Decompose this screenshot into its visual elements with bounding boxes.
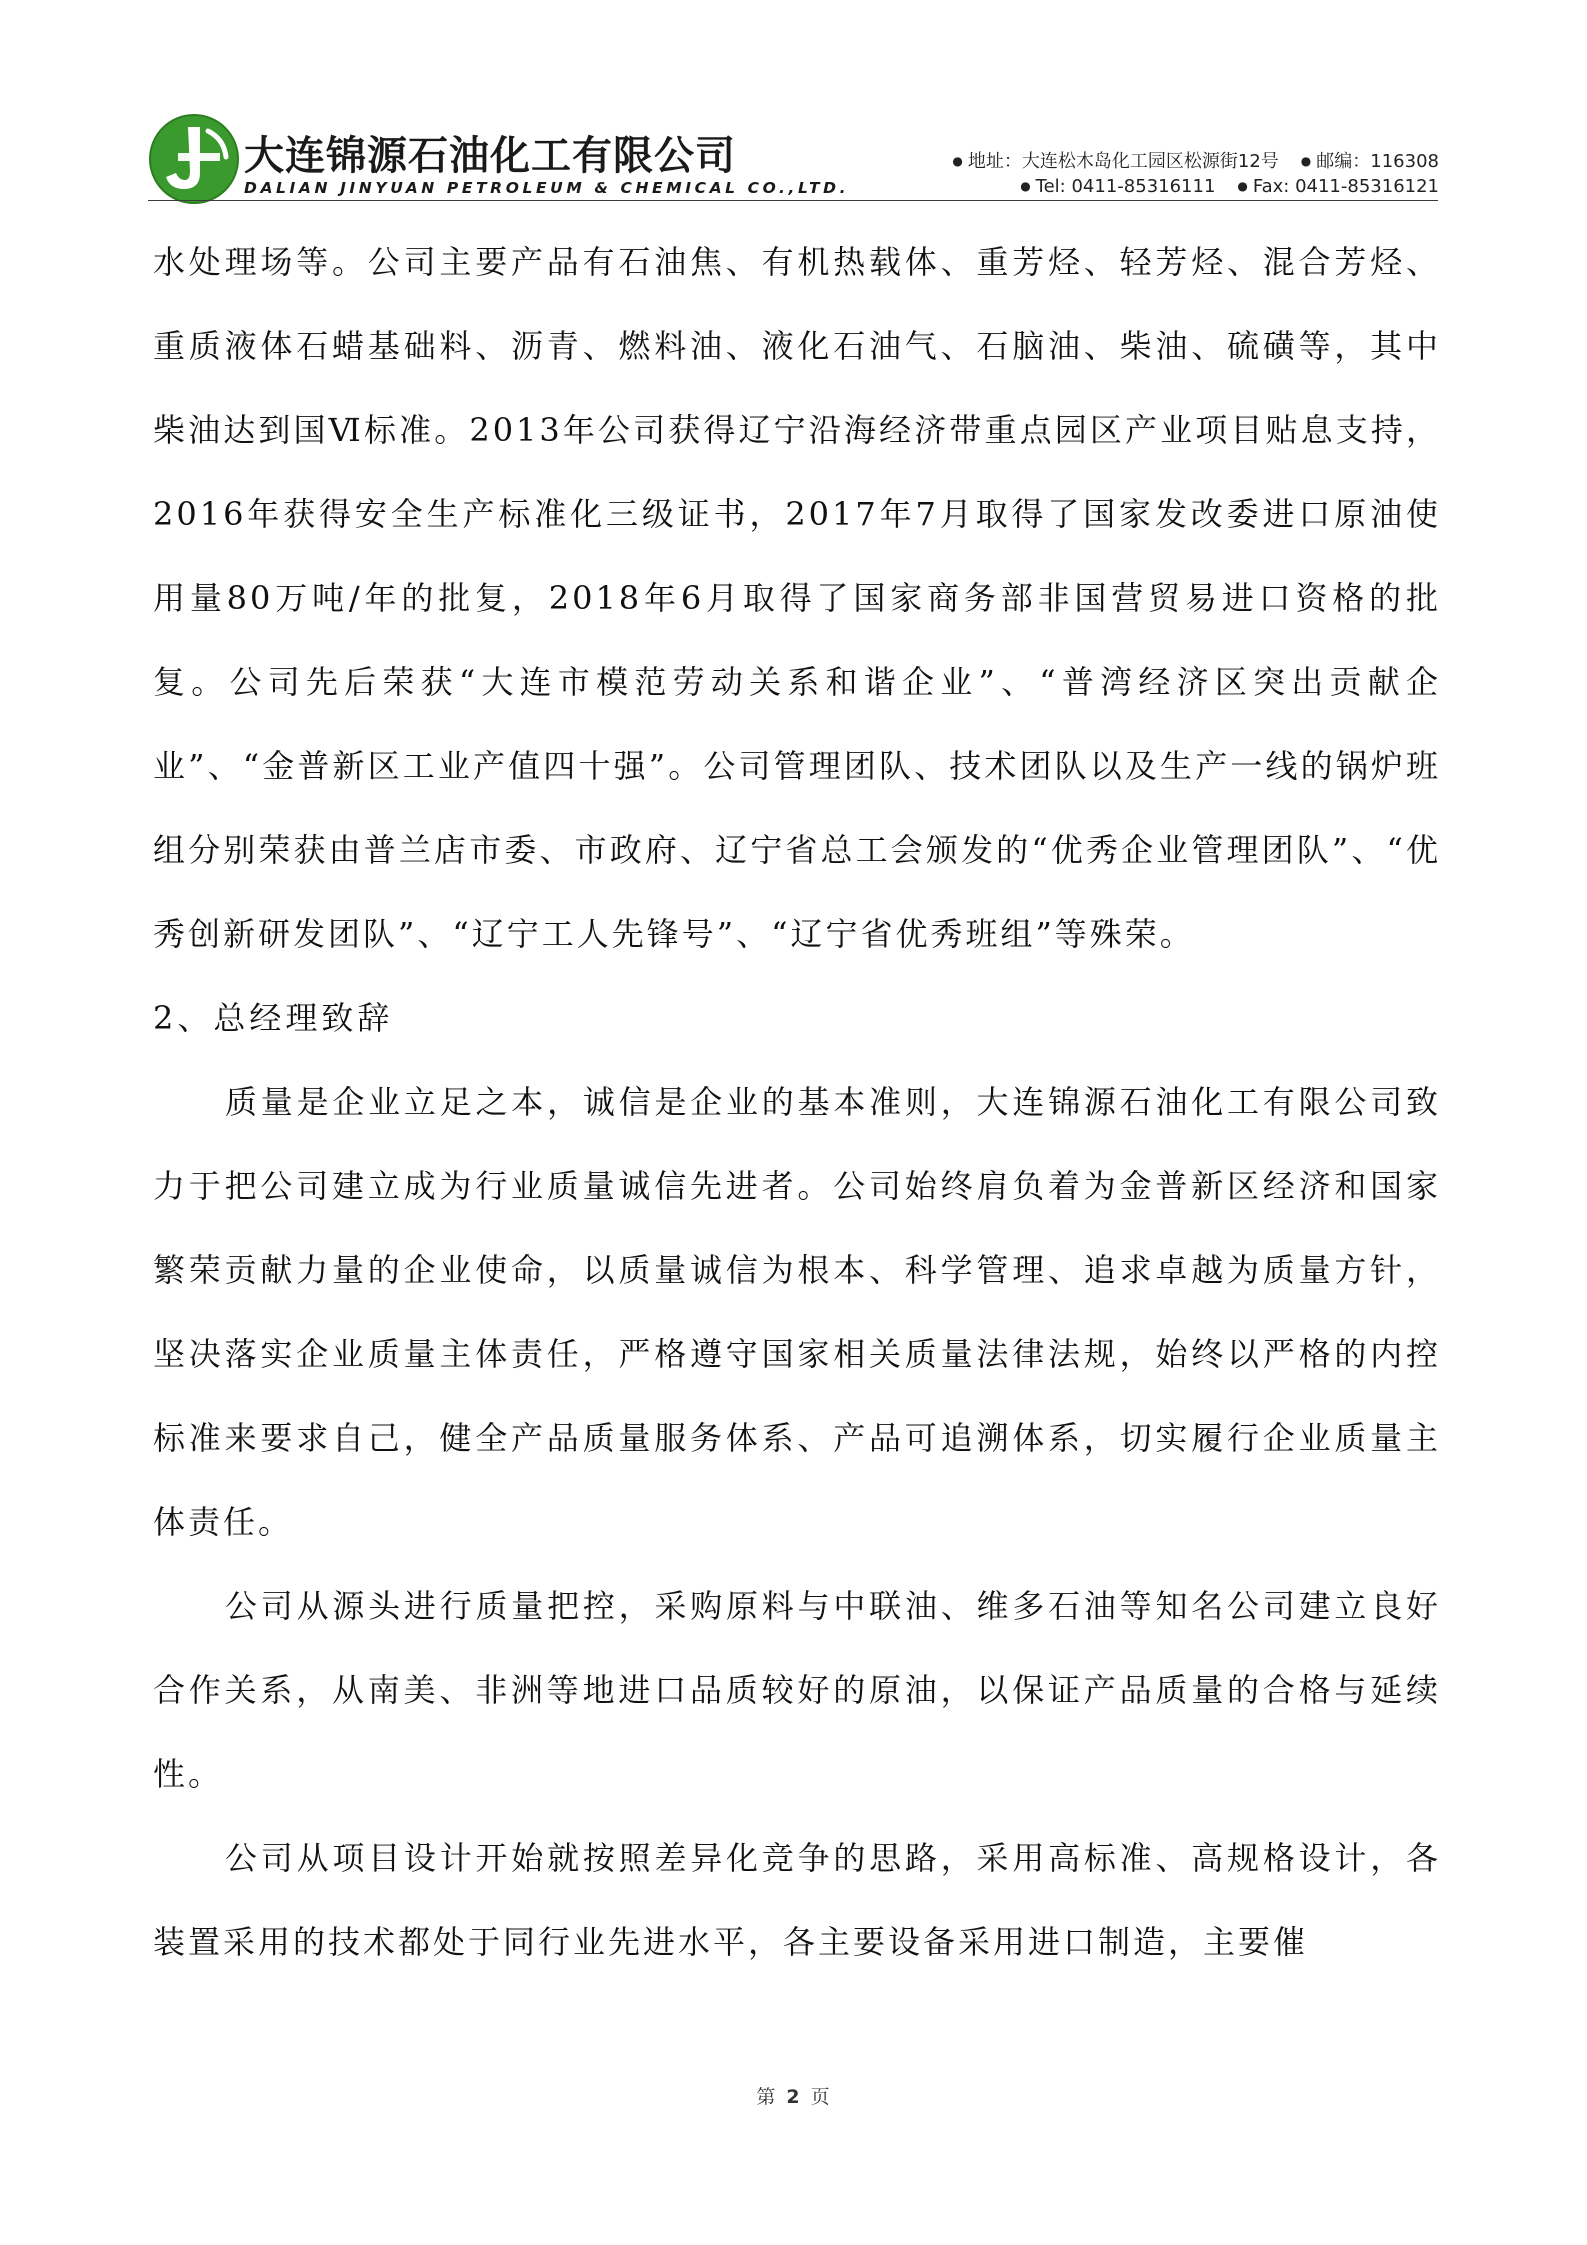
paragraph-quality: 质量是企业立足之本，诚信是企业的基本准则，大连锦源石油化工有限公司致力于把公司建立成为行业质量诚信先进者。公司始终肩负着为金普新区经济和国家繁荣贡献力量的企业使命，以质量诚信为根本、科学管理、追求卓越为质量方针，坚决落实企业质量主体责任，严格遵守国家相关质量法律法规，始终以严格的内控标准来要求自己，健全产品质量服务体系、产品可追溯体系，切实履行企业质量主体责任。	[153, 1083, 1441, 1541]
postcode-label: 邮编：	[1316, 151, 1371, 172]
bullet-icon: ●	[952, 154, 963, 168]
company-name-en: DALIAN JINYUAN PETROLEUM & CHEMICAL CO.,LTD.	[244, 179, 850, 197]
address-value: 大连松木岛化工园区松源街12号	[1021, 151, 1279, 172]
page-number-footer	[0, 2082, 1587, 2109]
company-logo-icon	[148, 113, 240, 205]
header-divider	[148, 200, 1438, 201]
section-heading: 2、总经理致辞	[153, 999, 394, 1037]
contact-address-line	[952, 147, 1439, 173]
bullet-icon: ●	[1020, 179, 1031, 193]
postcode-value: 116308	[1370, 151, 1439, 172]
page-prefix: 第	[756, 2086, 777, 2108]
bullet-icon: ●	[1237, 179, 1248, 193]
bullet-icon: ●	[1300, 154, 1312, 168]
paragraph-design: 公司从项目设计开始就按照差异化竞争的思路，采用高标准、高规格设计，各装置采用的技术都处于同行业先进水平，各主要设备采用进口制造，主要催	[153, 1839, 1441, 1961]
contact-phone-line	[1020, 176, 1439, 197]
letterhead	[0, 0, 1587, 200]
tel-label: Tel:	[1035, 176, 1066, 197]
tel-value: 0411-85316111	[1071, 176, 1216, 197]
page-number: 2	[786, 2086, 801, 2108]
page-suffix: 页	[810, 2086, 831, 2108]
company-name-cn: 大连锦源石油化工有限公司	[244, 133, 736, 179]
fax-value: 0411-85316121	[1295, 176, 1439, 197]
paragraph-sourcing: 公司从源头进行质量把控，采购原料与中联油、维多石油等知名公司建立良好合作关系，从南美、非洲等地进口品质较好的原油，以保证产品质量的合格与延续性。	[153, 1587, 1441, 1793]
paragraph-company-intro: 水处理场等。公司主要产品有石油焦、有机热载体、重芳烃、轻芳烃、混合芳烃、重质液体石蜡基础料、沥青、燃料油、液化石油气、石脑油、柴油、硫磺等，其中柴油达到国Ⅵ标准。2013年公司获得辽宁沿海经济带重点园区产业项目贴息支持，2016年获得安全生产标准化三级证书，2017年7月取得了国家发改委进口原油使用量80万吨/年的批复，2018年6月取得了国家商务部非国营贸易进口资格的批复。公司先后荣获“大连市模范劳动关系和谐企业”、“普湾经济区突出贡献企业”、“金普新区工业产值四十强”。公司管理团队、技术团队以及生产一线的锅炉班组分别荣获由普兰店市委、市政府、辽宁省总工会颁发的“优秀企业管理团队”、“优秀创新研发团队”、“辽宁工人先锋号”、“辽宁省优秀班组”等殊荣。	[153, 243, 1441, 953]
document-body	[153, 220, 1441, 1984]
address-label: 地址：	[967, 151, 1022, 172]
fax-label: Fax:	[1252, 176, 1290, 197]
